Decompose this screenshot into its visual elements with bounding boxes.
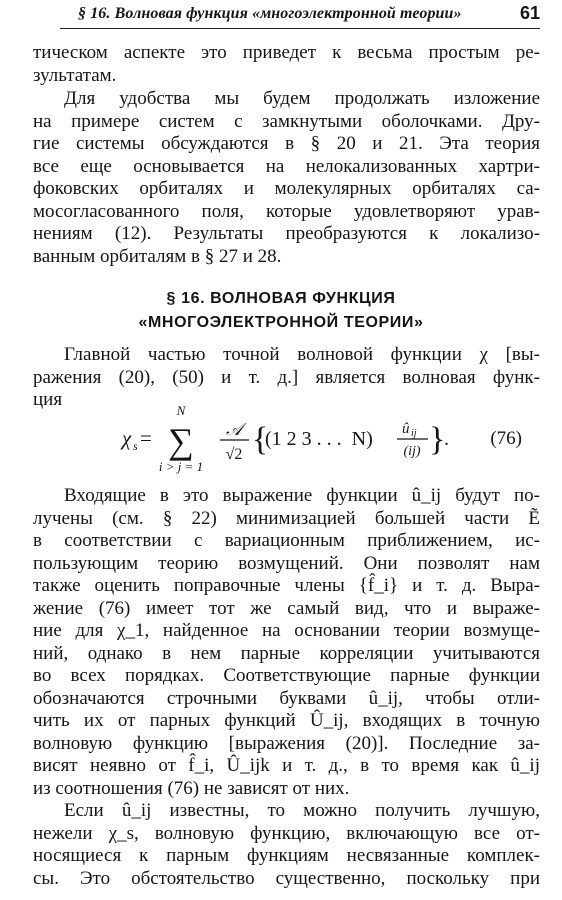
text-line: волновую функцию [выражения (20)]. Последние за-: [33, 732, 540, 754]
text-line: из соотношения (76) не зависят от них.: [33, 777, 350, 799]
text-line: ний, однако в нем парные корреляции учитываются: [33, 642, 540, 664]
text-line: обозначаются строчными буквами û_ij, чтобы отли-: [33, 687, 540, 709]
text-line: зультатам.: [33, 64, 117, 86]
eq-lhs-sub: s: [133, 439, 138, 453]
text-line: чить их от парных функций Û_ij, входящих в точную: [33, 710, 540, 731]
fraction-denominator: √2: [225, 446, 243, 463]
equation-svg: [0, 395, 562, 475]
text-line: также оценить поправочные члены {f̂_i} и т. д. Выра-: [33, 575, 540, 596]
fraction-numerator: 𝒜: [225, 420, 243, 439]
text-line: Главной частью точной волновой функции χ [вы-: [64, 344, 540, 365]
text-line: мосогласованного поля, которые удовлетворяют урав-: [33, 200, 540, 222]
text-line: ция: [33, 389, 63, 410]
page-number: 61: [519, 3, 540, 23]
text-line: нежели χ_s, волновую функцию, включающую все от-: [33, 822, 540, 844]
pair-function-numerator-sub: ij: [411, 428, 417, 439]
text-line: пользующим теорию возмущений. Они позволят нам: [33, 552, 540, 574]
paragraph-closed-shells: [33, 88, 540, 268]
running-head-title: § 16. Волновая функция «многоэлектронной теории»: [78, 5, 462, 22]
running-head: [60, 2, 540, 29]
text-line: лучены (см. § 22) минимизацией большей части Ẽ: [33, 507, 540, 529]
sum-sign: ∑: [168, 421, 194, 461]
sum-upper-limit: N: [176, 403, 186, 418]
text-line: на примере систем с замкнутыми оболочками. Дру-: [33, 110, 540, 132]
text-line: в соответствии с вариационным приближением, ис-: [33, 530, 540, 551]
text-line: все еще основывается на нелокализованных хартри-: [33, 155, 540, 177]
pair-function-numerator: û: [402, 421, 410, 437]
text-line: сы. Это обстоятельство существенно, поскольку при: [33, 867, 540, 889]
equation-number: (76): [490, 428, 522, 449]
section-heading-line: «МНОГОЭЛЕКТРОННОЙ ТЕОРИИ»: [138, 314, 424, 331]
text-line: фоковских орбиталях и молекулярных орбиталях са-: [33, 178, 540, 199]
text-line: Входящие в это выражение функции û_ij будут по-: [64, 485, 540, 506]
eq-equals: =: [140, 426, 152, 450]
section-heading: [0, 287, 562, 335]
paragraph-unlinked-clusters: [33, 800, 540, 890]
pair-function-denominator: (ij): [403, 444, 421, 459]
text-line: нениям (12). Результаты преобразуются к локализо-: [33, 223, 540, 244]
brace-content: (1 2 3 . . . N): [265, 428, 373, 450]
sum-lower-limit: i > j = 1: [158, 459, 204, 474]
text-line: висят неявно от f̂_i, Û_ijk и т. д., в то время как û_ij: [33, 755, 540, 776]
paragraph-continued: [33, 42, 540, 87]
text-line: жение (76) имеет тот же самый вид, что и выраже-: [33, 597, 540, 619]
text-line: ние для χ_1, найденное на основании теории возмуще-: [33, 620, 540, 641]
paragraph-pair-functions: [33, 485, 540, 800]
text-line: ражения (20), (50) и т. д.] является волновая функ-: [33, 366, 540, 388]
text-line: носящиеся к парным функциям несвязанные комплек-: [33, 845, 540, 866]
left-brace: {: [252, 421, 269, 458]
eq-lhs: χ: [122, 426, 132, 450]
text-line: гие системы обсуждаются в § 20 и 21. Эта теория: [33, 133, 540, 154]
equation-76: [0, 395, 562, 475]
text-line: Для удобства мы будем продолжать изложение: [64, 88, 540, 109]
text-line: ванным орбиталям в § 27 и 28.: [33, 245, 282, 267]
right-brace: }: [429, 421, 446, 458]
text-line: во всех порядках. Соответствующие парные функции: [33, 665, 540, 686]
section-heading-line: § 16. ВОЛНОВАЯ ФУНКЦИЯ: [166, 290, 396, 307]
text-line: тическом аспекте это приведет к весьма простым ре-: [33, 42, 540, 63]
text-line: Если û_ij известны, то можно получить лучшую,: [64, 800, 540, 821]
eq-period: .: [444, 428, 449, 450]
